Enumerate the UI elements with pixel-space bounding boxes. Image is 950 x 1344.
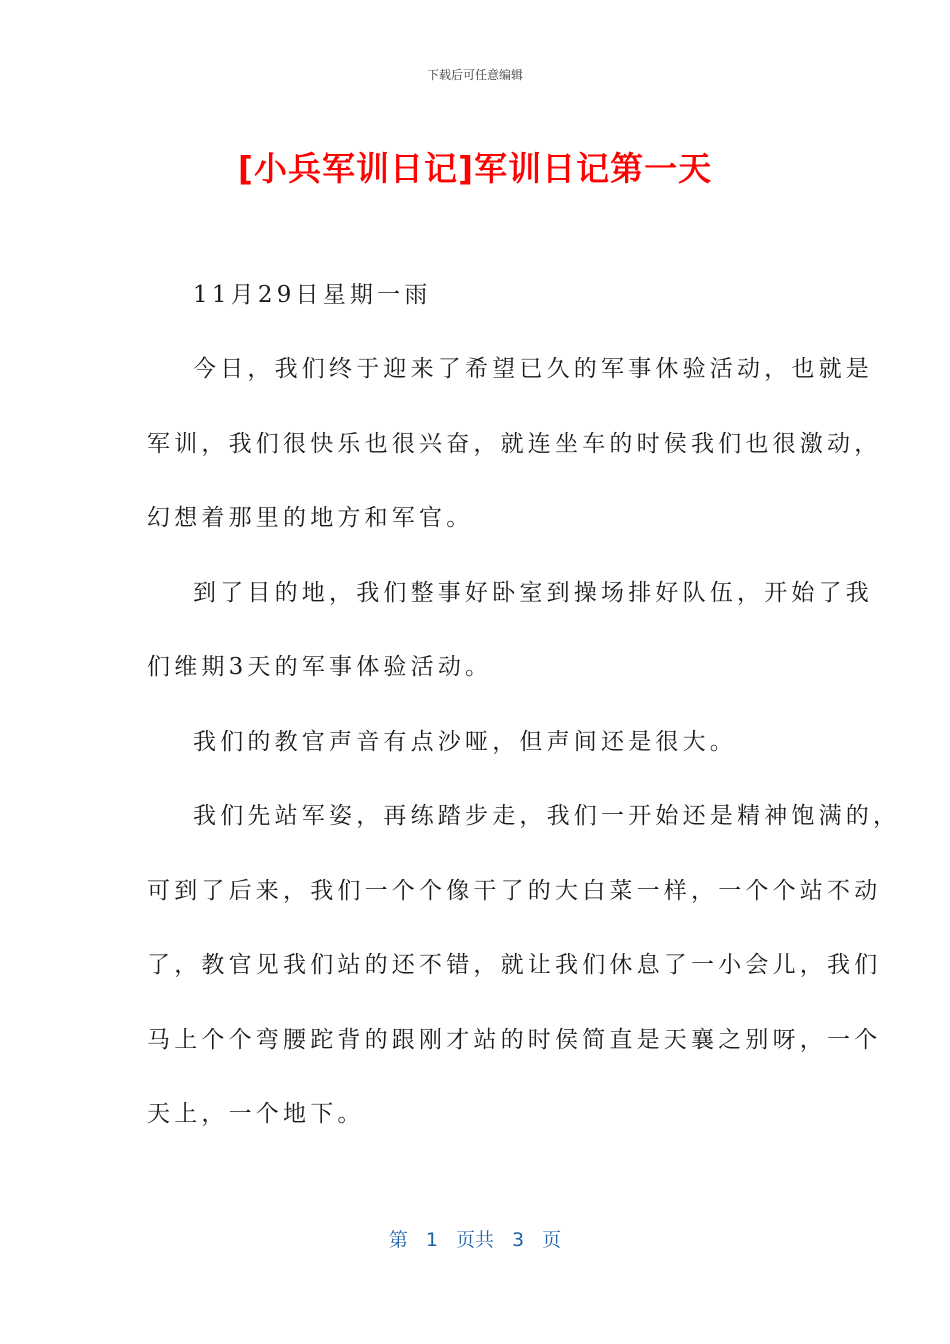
paragraph-line: 今日，我们终于迎来了希望已久的军事休验活动，也就是 — [193, 356, 873, 382]
page-number-footer: 第 1 页共 3 页 — [388, 1229, 562, 1251]
paragraph-line: 军训，我们很快乐也很兴奋，就连坐车的时侯我们也很激动， — [147, 431, 882, 457]
paragraph-line: 11月29日星期一雨 — [193, 282, 432, 308]
header-note: 下载后可任意编辑 — [426, 68, 523, 82]
paragraph-line: 们维期3天的军事体验活动。 — [147, 654, 493, 680]
paragraph-line: 马上个个弯腰跎背的跟刚才站的时侯简直是天襄之别呀，一个 — [147, 1027, 882, 1053]
paragraph-line: 到了目的地，我们整事好卧室到操场排好队伍，开始了我 — [193, 580, 873, 606]
paragraph-line: 可到了后来，我们一个个像干了的大白菜一样，一个个站不动 — [147, 878, 882, 904]
paragraph-line: 了，教官见我们站的还不错，就让我们休息了一小会儿，我们 — [147, 952, 882, 978]
paragraph-line: 我们先站军姿，再练踏步走，我们一开始还是精神饱满的， — [193, 803, 901, 829]
paragraph-line: 天上，一个地下。 — [147, 1101, 365, 1127]
paragraph-line: 我们的教官声音有点沙哑，但声间还是很大。 — [193, 729, 737, 755]
document-title: [小兵军训日记]军训日记第一天 — [237, 149, 713, 188]
paragraph-line: 幻想着那里的地方和军官。 — [147, 505, 474, 531]
